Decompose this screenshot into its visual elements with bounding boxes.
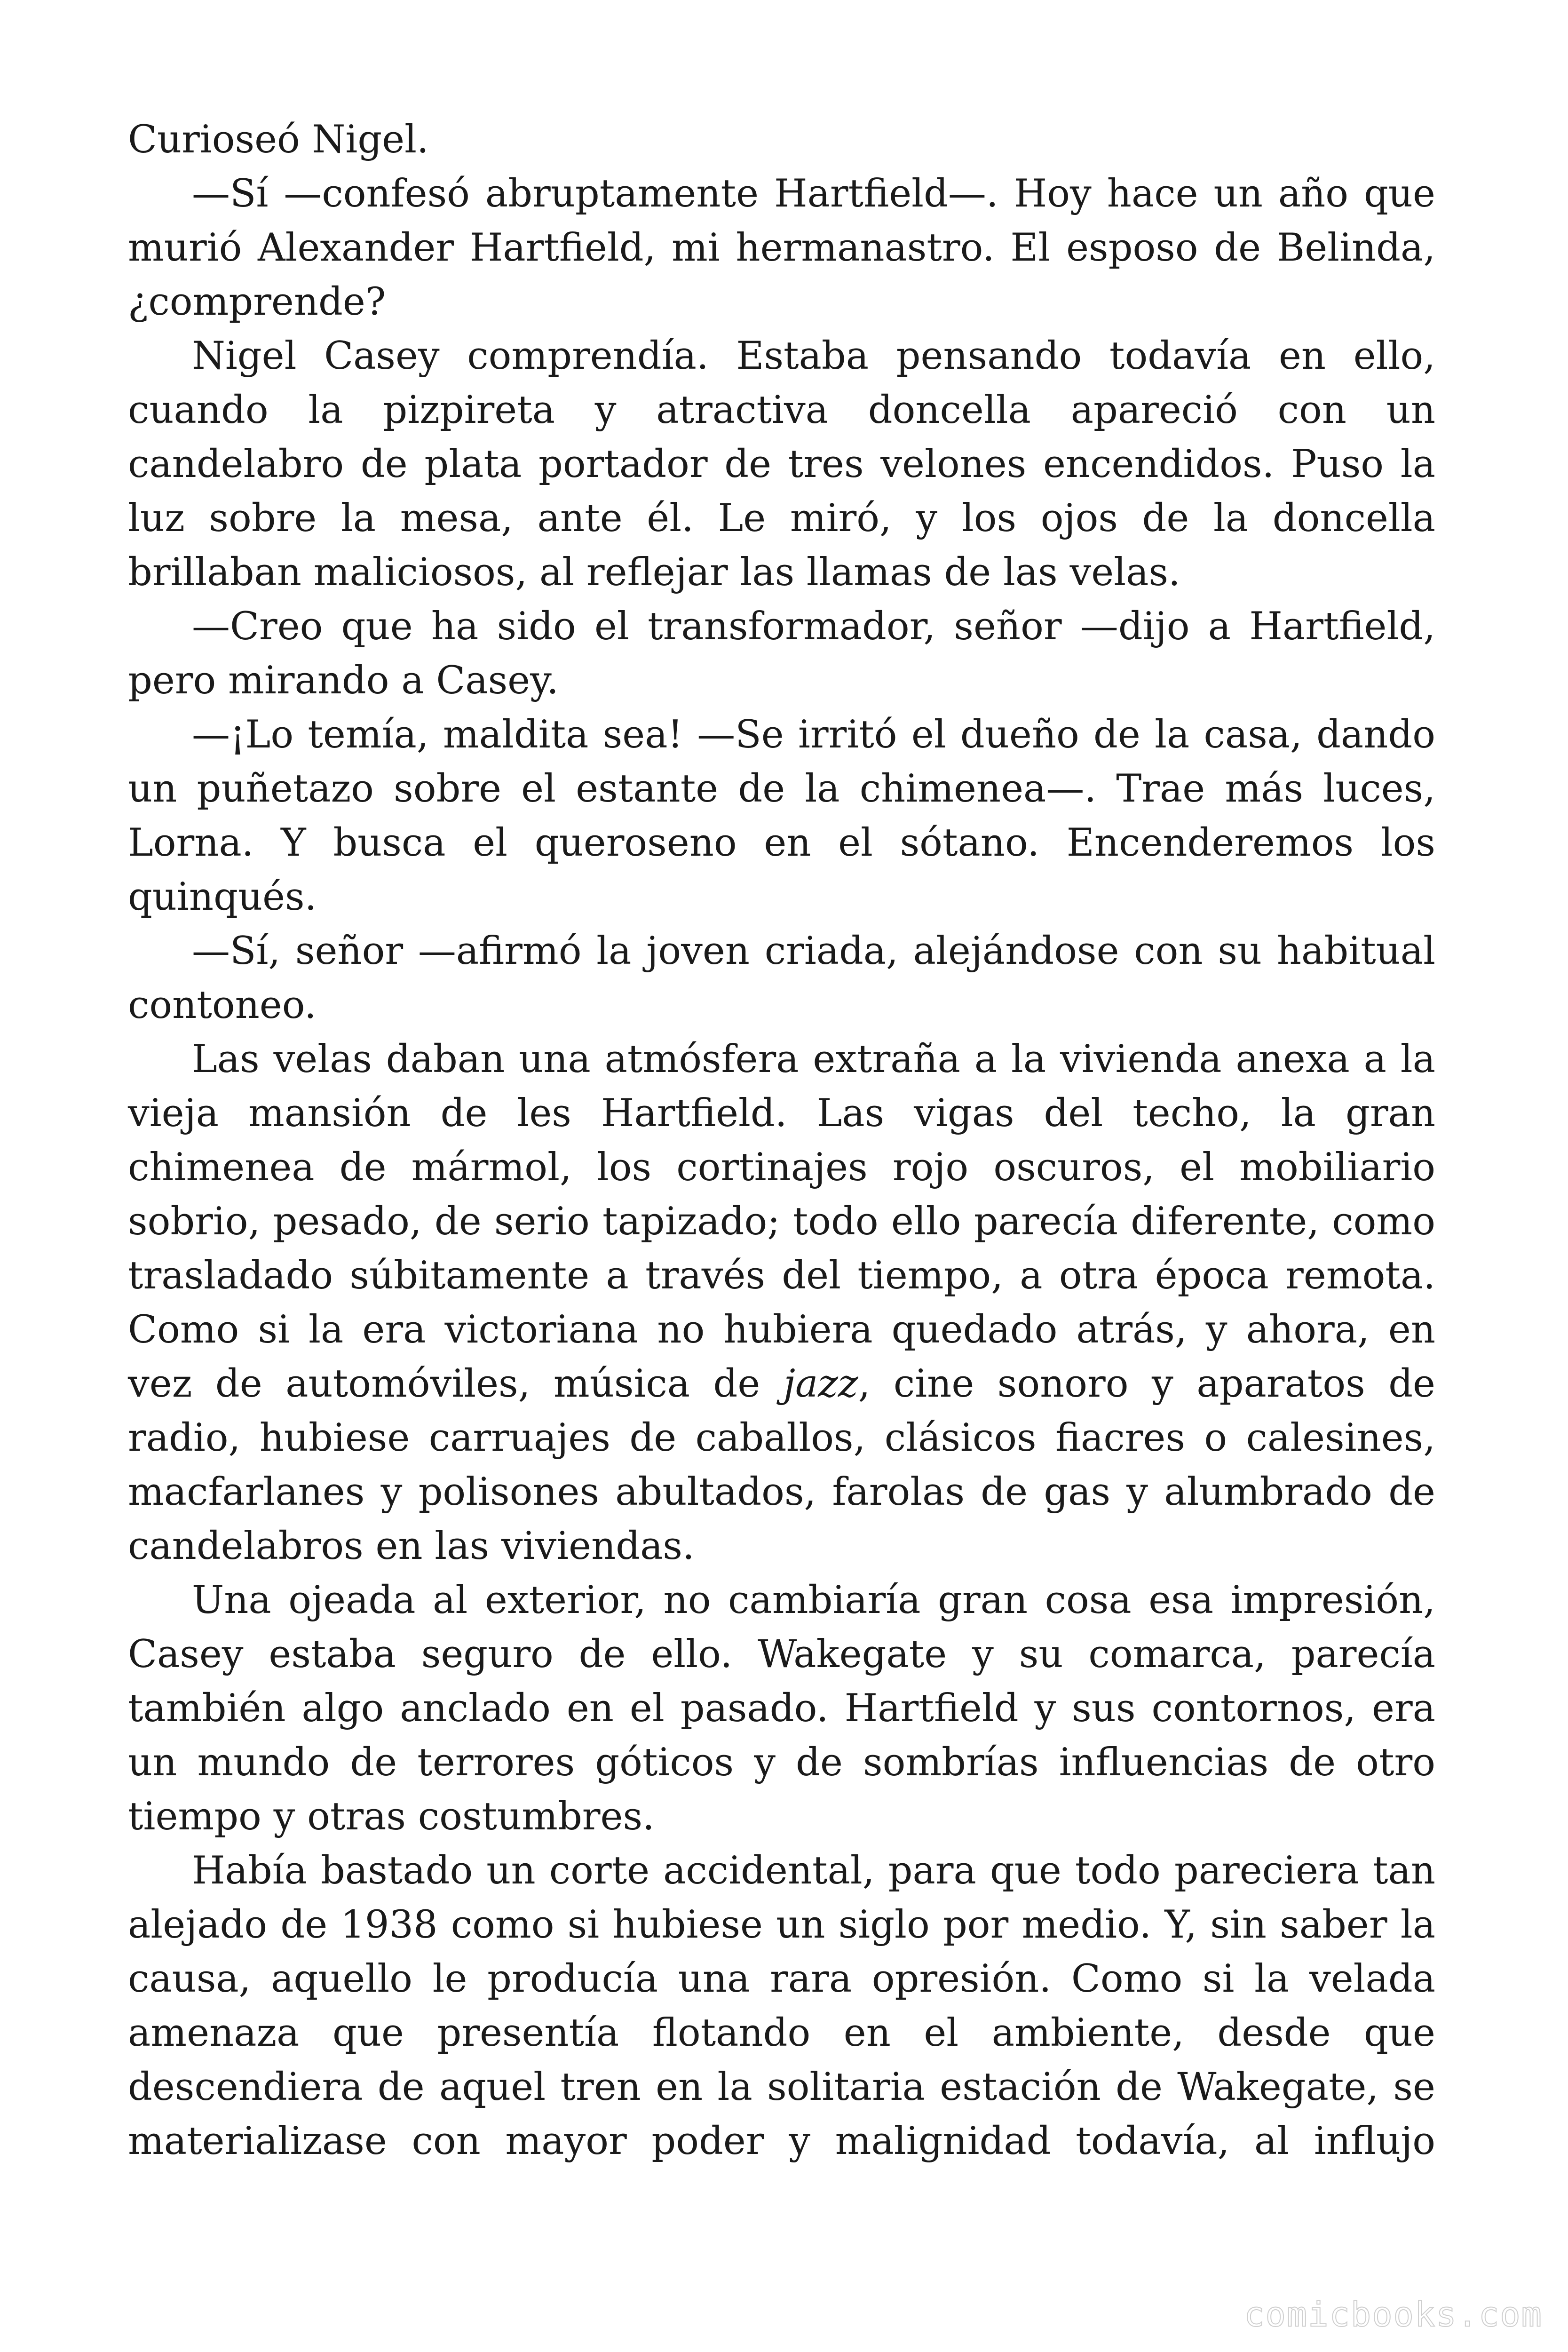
paragraph-3: Nigel Casey comprendía. Estaba pensando todavía en ello, cuando la pizpireta y atractiva doncella apareció con un candelabro de plata portador de tres velones encendidos. Puso la luz sobre la mesa, ante él. Le miró, y los ojos de la doncella brillaban maliciosos, al reflejar las llamas de las velas. (128, 334, 1435, 595)
paragraph-8: Una ojeada al exterior, no cambiaría gran cosa esa impresión, Casey estaba seguro de ello. Wakegate y su comarca, parecía también algo anclado en el pasado. Hartfield y sus contornos, era un mundo de terrores góticos y de sombrías influencias de otro tiempo y otras costumbres. (128, 1578, 1435, 1839)
paragraph-2: —Sí —confesó abruptamente Hartfield—. Hoy hace un año que murió Alexander Hartfield, mi hermanastro. El esposo de Belinda, ¿comprende? (128, 172, 1435, 324)
paragraph-6: —Sí, señor —afirmó la joven criada, alejándose con su habitual contoneo. (128, 929, 1435, 1027)
watermark-logo: comicbooks.com (1244, 2295, 1543, 2334)
paragraph-7-text-start: Las velas daban una atmósfera extraña a la vivienda anexa a la vieja mansión de les Hartfield. Las vigas del techo, la gran chimenea de mármol, los cortinajes rojo oscuros, el mobiliario sobrio, pesado, de serio tapizado; todo ello parecía diferente, como trasladado súbitamente a través del tiempo, a otra época remota. Como si la era victoriana no hubiera quedado atrás, y ahora, en vez de automóviles, música de (128, 1037, 1435, 1406)
paragraph-4: —Creo que ha sido el transformador, señor —dijo a Hartfield, pero mirando a Casey. (128, 604, 1435, 703)
paragraph-7 (128, 1033, 1435, 1573)
paragraph-1: Curioseó Nigel. (128, 118, 429, 162)
paragraph-7-text-end: , cine sonoro y aparatos de radio, hubiese carruajes de caballos, clásicos fiacres o calesines, macfarlanes y polisones abultados, farolas de gas y alumbrado de candelabros en las viviendas. (128, 1362, 1435, 1568)
page-text (128, 113, 1435, 2169)
paragraph-9: Había bastado un corte accidental, para que todo pareciera tan alejado de 1938 como si hubiese un siglo por medio. Y, sin saber la causa, aquello le producía una rara opresión. Como si la velada amenaza que presentía flotando en el ambiente, desde que descendiera de aquel tren en la solitaria estación de Wakegate, se materializase con mayor poder y malignidad todavía, al influjo (128, 1849, 1435, 2163)
italic-word-jazz: jazz (783, 1362, 858, 1406)
paragraph-5: —¡Lo temía, maldita sea! —Se irritó el dueño de la casa, dando un puñetazo sobre el estante de la chimenea—. Trae más luces, Lorna. Y busca el queroseno en el sótano. Encenderemos los quinqués. (128, 713, 1435, 919)
